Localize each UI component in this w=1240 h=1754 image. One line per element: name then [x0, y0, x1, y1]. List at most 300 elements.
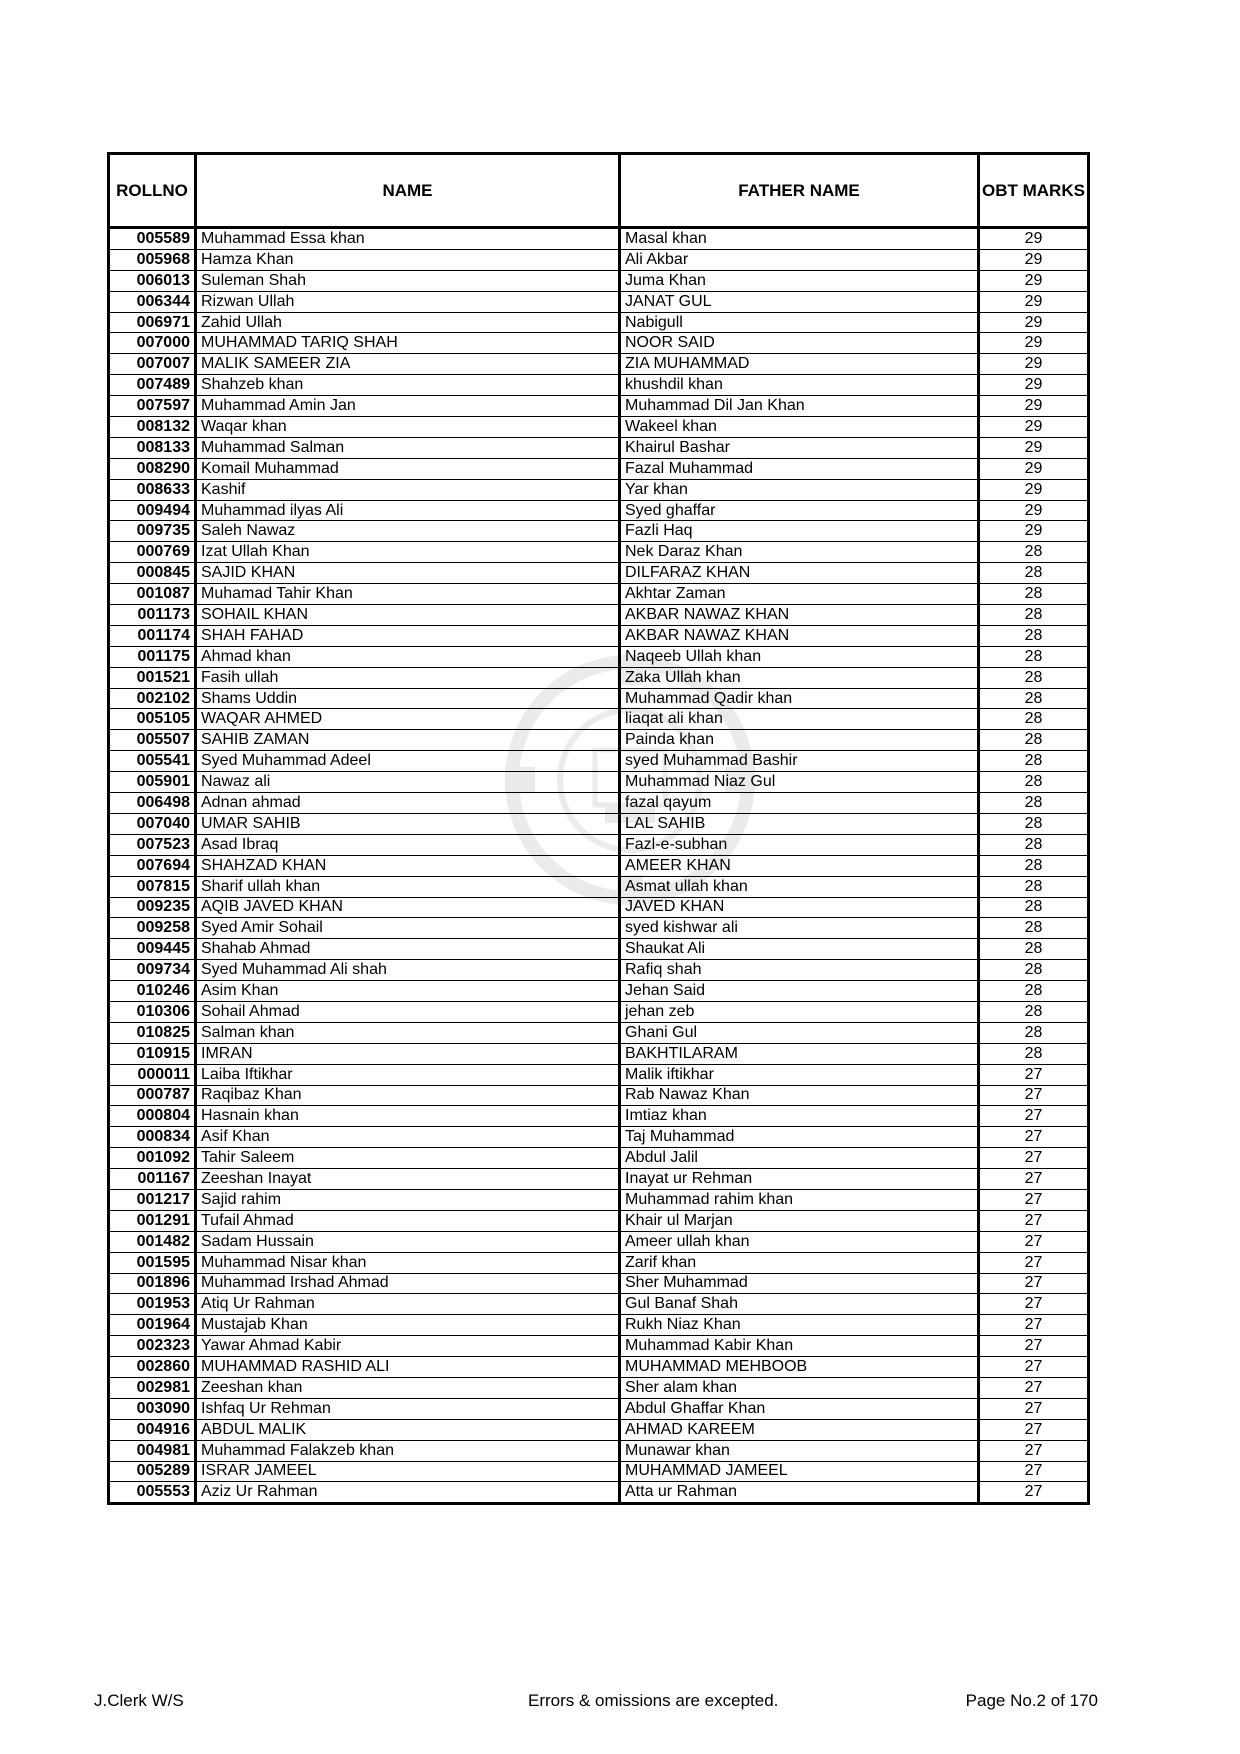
table-row [109, 437, 1089, 458]
cell-father-name: Muhammad Niaz Gul [620, 772, 979, 793]
cell-obt-marks: 28 [979, 897, 1089, 918]
cell-name: Kashif [196, 479, 620, 500]
cell-father-name: AHMAD KAREEM [620, 1419, 979, 1440]
cell-rollno: 007489 [109, 375, 196, 396]
cell-name: Shams Uddin [196, 688, 620, 709]
cell-father-name: NOOR SAID [620, 333, 979, 354]
cell-name: Yawar Ahmad Kabir [196, 1336, 620, 1357]
cell-name: Aziz Ur Rahman [196, 1482, 620, 1504]
cell-name: SAHIB ZAMAN [196, 730, 620, 751]
cell-rollno: 001174 [109, 625, 196, 646]
cell-name: Asif Khan [196, 1127, 620, 1148]
cell-obt-marks: 27 [979, 1482, 1089, 1504]
cell-name: Raqibaz Khan [196, 1085, 620, 1106]
cell-name: Muhammad Amin Jan [196, 396, 620, 417]
cell-obt-marks: 29 [979, 312, 1089, 333]
cell-obt-marks: 28 [979, 751, 1089, 772]
cell-father-name: Zarif khan [620, 1252, 979, 1273]
cell-obt-marks: 28 [979, 876, 1089, 897]
cell-obt-marks: 28 [979, 584, 1089, 605]
table-row [109, 1043, 1089, 1064]
cell-name: Saleh Nawaz [196, 521, 620, 542]
cell-father-name: fazal qayum [620, 793, 979, 814]
cell-father-name: DILFARAZ KHAN [620, 563, 979, 584]
table-row [109, 500, 1089, 521]
cell-father-name: Shaukat Ali [620, 939, 979, 960]
cell-name: Muhammad Essa khan [196, 228, 620, 250]
cell-obt-marks: 28 [979, 981, 1089, 1002]
cell-father-name: Naqeeb Ullah khan [620, 646, 979, 667]
cell-obt-marks: 29 [979, 437, 1089, 458]
table-row [109, 876, 1089, 897]
cell-rollno: 007597 [109, 396, 196, 417]
cell-rollno: 007007 [109, 354, 196, 375]
cell-father-name: Muhammad Kabir Khan [620, 1336, 979, 1357]
cell-father-name: Painda khan [620, 730, 979, 751]
cell-father-name: syed Muhammad Bashir [620, 751, 979, 772]
cell-rollno: 001291 [109, 1210, 196, 1231]
cell-obt-marks: 27 [979, 1273, 1089, 1294]
cell-father-name: Muhammad Qadir khan [620, 688, 979, 709]
cell-father-name: Wakeel khan [620, 417, 979, 438]
table-row [109, 1231, 1089, 1252]
cell-obt-marks: 28 [979, 1001, 1089, 1022]
cell-rollno: 007815 [109, 876, 196, 897]
cell-name: Zeeshan khan [196, 1377, 620, 1398]
cell-name: ISRAR JAMEEL [196, 1461, 620, 1482]
table-row [109, 751, 1089, 772]
table-row [109, 1273, 1089, 1294]
results-table [107, 152, 1090, 1505]
cell-obt-marks: 27 [979, 1294, 1089, 1315]
cell-name: SHAH FAHAD [196, 625, 620, 646]
table-row [109, 1001, 1089, 1022]
cell-obt-marks: 28 [979, 1022, 1089, 1043]
cell-father-name: Khairul Bashar [620, 437, 979, 458]
table-row [109, 312, 1089, 333]
table-row [109, 1440, 1089, 1461]
cell-name: Adnan ahmad [196, 793, 620, 814]
cell-father-name: Asmat ullah khan [620, 876, 979, 897]
cell-father-name: Rab Nawaz Khan [620, 1085, 979, 1106]
cell-rollno: 007694 [109, 855, 196, 876]
cell-rollno: 004916 [109, 1419, 196, 1440]
table-row [109, 793, 1089, 814]
cell-father-name: Rafiq shah [620, 960, 979, 981]
cell-rollno: 001173 [109, 605, 196, 626]
cell-name: MALIK SAMEER ZIA [196, 354, 620, 375]
cell-name: Komail Muhammad [196, 458, 620, 479]
cell-father-name: LAL SAHIB [620, 813, 979, 834]
cell-rollno: 001482 [109, 1231, 196, 1252]
table-row [109, 291, 1089, 312]
cell-obt-marks: 27 [979, 1127, 1089, 1148]
table-row [109, 354, 1089, 375]
cell-obt-marks: 27 [979, 1169, 1089, 1190]
cell-obt-marks: 29 [979, 521, 1089, 542]
cell-name: Ahmad khan [196, 646, 620, 667]
cell-name: Atiq Ur Rahman [196, 1294, 620, 1315]
cell-rollno: 001087 [109, 584, 196, 605]
cell-name: Sharif ullah khan [196, 876, 620, 897]
table-row [109, 1377, 1089, 1398]
table-row [109, 1482, 1089, 1504]
cell-name: Sajid rahim [196, 1189, 620, 1210]
cell-father-name: jehan zeb [620, 1001, 979, 1022]
cell-obt-marks: 28 [979, 793, 1089, 814]
cell-obt-marks: 29 [979, 291, 1089, 312]
cell-father-name: Juma Khan [620, 270, 979, 291]
cell-obt-marks: 27 [979, 1461, 1089, 1482]
cell-name: Ishfaq Ur Rehman [196, 1398, 620, 1419]
cell-obt-marks: 27 [979, 1231, 1089, 1252]
cell-name: SHAHZAD KHAN [196, 855, 620, 876]
table-row [109, 646, 1089, 667]
cell-rollno: 005553 [109, 1482, 196, 1504]
table-row [109, 1189, 1089, 1210]
cell-obt-marks: 28 [979, 625, 1089, 646]
table-row [109, 981, 1089, 1002]
cell-name: ABDUL MALIK [196, 1419, 620, 1440]
cell-rollno: 004981 [109, 1440, 196, 1461]
cell-name: Hamza Khan [196, 249, 620, 270]
cell-obt-marks: 29 [979, 458, 1089, 479]
cell-rollno: 001092 [109, 1148, 196, 1169]
cell-father-name: Fazal Muhammad [620, 458, 979, 479]
table-row [109, 772, 1089, 793]
cell-name: Shahzeb khan [196, 375, 620, 396]
cell-name: Tahir Saleem [196, 1148, 620, 1169]
cell-obt-marks: 27 [979, 1210, 1089, 1231]
cell-name: Salman khan [196, 1022, 620, 1043]
cell-name: UMAR SAHIB [196, 813, 620, 834]
table-row [109, 1148, 1089, 1169]
table-row [109, 730, 1089, 751]
cell-name: MUHAMMAD TARIQ SHAH [196, 333, 620, 354]
cell-obt-marks: 27 [979, 1106, 1089, 1127]
cell-obt-marks: 28 [979, 646, 1089, 667]
cell-obt-marks: 29 [979, 333, 1089, 354]
cell-rollno: 008290 [109, 458, 196, 479]
cell-rollno: 000011 [109, 1064, 196, 1085]
cell-father-name: MUHAMMAD MEHBOOB [620, 1357, 979, 1378]
cell-obt-marks: 28 [979, 730, 1089, 751]
cell-rollno: 001595 [109, 1252, 196, 1273]
table-row [109, 939, 1089, 960]
cell-father-name: Atta ur Rahman [620, 1482, 979, 1504]
cell-obt-marks: 27 [979, 1440, 1089, 1461]
table-row [109, 1461, 1089, 1482]
table-row [109, 625, 1089, 646]
cell-name: Suleman Shah [196, 270, 620, 291]
cell-name: Syed Amir Sohail [196, 918, 620, 939]
table-row [109, 605, 1089, 626]
cell-father-name: khushdil khan [620, 375, 979, 396]
cell-obt-marks: 29 [979, 396, 1089, 417]
table-row [109, 521, 1089, 542]
cell-obt-marks: 29 [979, 270, 1089, 291]
cell-obt-marks: 27 [979, 1357, 1089, 1378]
cell-name: Laiba Iftikhar [196, 1064, 620, 1085]
cell-father-name: syed kishwar ali [620, 918, 979, 939]
cell-father-name: AKBAR NAWAZ KHAN [620, 625, 979, 646]
cell-rollno: 006344 [109, 291, 196, 312]
table-row [109, 918, 1089, 939]
table-row [109, 270, 1089, 291]
cell-name: IMRAN [196, 1043, 620, 1064]
table-row [109, 417, 1089, 438]
cell-obt-marks: 27 [979, 1085, 1089, 1106]
table-row [109, 333, 1089, 354]
table-row [109, 1022, 1089, 1043]
cell-obt-marks: 27 [979, 1189, 1089, 1210]
table-row [109, 834, 1089, 855]
cell-obt-marks: 28 [979, 563, 1089, 584]
table-row [109, 1064, 1089, 1085]
cell-obt-marks: 28 [979, 688, 1089, 709]
cell-rollno: 001896 [109, 1273, 196, 1294]
cell-obt-marks: 29 [979, 375, 1089, 396]
cell-rollno: 009735 [109, 521, 196, 542]
cell-obt-marks: 28 [979, 605, 1089, 626]
cell-father-name: liaqat ali khan [620, 709, 979, 730]
cell-rollno: 005507 [109, 730, 196, 751]
cell-name: Tufail Ahmad [196, 1210, 620, 1231]
table-row [109, 960, 1089, 981]
cell-father-name: Malik iftikhar [620, 1064, 979, 1085]
header-name: NAME [196, 154, 620, 228]
cell-father-name: Abdul Ghaffar Khan [620, 1398, 979, 1419]
cell-father-name: Nabigull [620, 312, 979, 333]
cell-rollno: 010825 [109, 1022, 196, 1043]
cell-rollno: 009734 [109, 960, 196, 981]
cell-name: Sohail Ahmad [196, 1001, 620, 1022]
cell-name: SAJID KHAN [196, 563, 620, 584]
cell-rollno: 002102 [109, 688, 196, 709]
cell-rollno: 005105 [109, 709, 196, 730]
cell-father-name: JAVED KHAN [620, 897, 979, 918]
cell-father-name: Muhammad Dil Jan Khan [620, 396, 979, 417]
cell-obt-marks: 28 [979, 1043, 1089, 1064]
cell-father-name: JANAT GUL [620, 291, 979, 312]
cell-obt-marks: 27 [979, 1336, 1089, 1357]
cell-obt-marks: 27 [979, 1419, 1089, 1440]
cell-father-name: Munawar khan [620, 1440, 979, 1461]
table-row [109, 667, 1089, 688]
cell-rollno: 010915 [109, 1043, 196, 1064]
table-row [109, 1419, 1089, 1440]
cell-obt-marks: 28 [979, 667, 1089, 688]
cell-father-name: Abdul Jalil [620, 1148, 979, 1169]
cell-name: SOHAIL KHAN [196, 605, 620, 626]
cell-father-name: Inayat ur Rehman [620, 1169, 979, 1190]
cell-father-name: Masal khan [620, 228, 979, 250]
cell-obt-marks: 28 [979, 813, 1089, 834]
cell-father-name: Imtiaz khan [620, 1106, 979, 1127]
table-row [109, 458, 1089, 479]
table-row [109, 709, 1089, 730]
cell-obt-marks: 29 [979, 354, 1089, 375]
cell-rollno: 010246 [109, 981, 196, 1002]
table-row [109, 1252, 1089, 1273]
cell-father-name: Rukh Niaz Khan [620, 1315, 979, 1336]
cell-name: Fasih ullah [196, 667, 620, 688]
cell-rollno: 005901 [109, 772, 196, 793]
cell-name: Waqar khan [196, 417, 620, 438]
cell-rollno: 005589 [109, 228, 196, 250]
cell-father-name: Taj Muhammad [620, 1127, 979, 1148]
cell-name: Muhammad Falakzeb khan [196, 1440, 620, 1461]
cell-father-name: Zaka Ullah khan [620, 667, 979, 688]
table-header-row [109, 154, 1089, 228]
cell-name: Hasnain khan [196, 1106, 620, 1127]
cell-father-name: Akhtar Zaman [620, 584, 979, 605]
cell-rollno: 000834 [109, 1127, 196, 1148]
cell-obt-marks: 29 [979, 228, 1089, 250]
footer-clerk: J.Clerk W/S [94, 1691, 184, 1710]
cell-rollno: 009235 [109, 897, 196, 918]
cell-name: Muhamad Tahir Khan [196, 584, 620, 605]
table-row [109, 1169, 1089, 1190]
table-row [109, 249, 1089, 270]
cell-father-name: AMEER KHAN [620, 855, 979, 876]
table-row [109, 1210, 1089, 1231]
cell-rollno: 005541 [109, 751, 196, 772]
cell-rollno: 001964 [109, 1315, 196, 1336]
cell-rollno: 003090 [109, 1398, 196, 1419]
cell-rollno: 008133 [109, 437, 196, 458]
cell-name: Nawaz ali [196, 772, 620, 793]
cell-father-name: Ghani Gul [620, 1022, 979, 1043]
cell-rollno: 007040 [109, 813, 196, 834]
cell-father-name: Ameer ullah khan [620, 1231, 979, 1252]
cell-rollno: 008132 [109, 417, 196, 438]
table-row [109, 563, 1089, 584]
cell-name: MUHAMMAD RASHID ALI [196, 1357, 620, 1378]
cell-obt-marks: 29 [979, 417, 1089, 438]
cell-obt-marks: 29 [979, 479, 1089, 500]
cell-obt-marks: 29 [979, 249, 1089, 270]
table-row [109, 542, 1089, 563]
cell-obt-marks: 28 [979, 855, 1089, 876]
cell-rollno: 001175 [109, 646, 196, 667]
header-obt-marks: OBT MARKS [979, 154, 1089, 228]
cell-father-name: Fazli Haq [620, 521, 979, 542]
cell-father-name: Yar khan [620, 479, 979, 500]
cell-name: AQIB JAVED KHAN [196, 897, 620, 918]
cell-father-name: BAKHTILARAM [620, 1043, 979, 1064]
cell-rollno: 010306 [109, 1001, 196, 1022]
cell-rollno: 000769 [109, 542, 196, 563]
cell-rollno: 007000 [109, 333, 196, 354]
table-row [109, 228, 1089, 250]
cell-father-name: Jehan Said [620, 981, 979, 1002]
cell-name: Syed Muhammad Ali shah [196, 960, 620, 981]
cell-name: Rizwan Ullah [196, 291, 620, 312]
cell-rollno: 009258 [109, 918, 196, 939]
footer-page-number: Page No.2 of 170 [965, 1691, 1098, 1710]
cell-rollno: 000845 [109, 563, 196, 584]
cell-obt-marks: 27 [979, 1315, 1089, 1336]
table-row [109, 479, 1089, 500]
cell-name: Izat Ullah Khan [196, 542, 620, 563]
table-row [109, 1398, 1089, 1419]
cell-name: Asad Ibraq [196, 834, 620, 855]
table-row [109, 1315, 1089, 1336]
cell-father-name: AKBAR NAWAZ KHAN [620, 605, 979, 626]
cell-name: Asim Khan [196, 981, 620, 1002]
table-row [109, 396, 1089, 417]
cell-obt-marks: 28 [979, 939, 1089, 960]
cell-rollno: 009445 [109, 939, 196, 960]
table-row [109, 897, 1089, 918]
cell-obt-marks: 27 [979, 1148, 1089, 1169]
cell-name: Muhammad Salman [196, 437, 620, 458]
table-row [109, 1357, 1089, 1378]
cell-rollno: 000787 [109, 1085, 196, 1106]
cell-father-name: Khair ul Marjan [620, 1210, 979, 1231]
cell-obt-marks: 28 [979, 918, 1089, 939]
table-row [109, 688, 1089, 709]
cell-rollno: 006498 [109, 793, 196, 814]
cell-rollno: 005289 [109, 1461, 196, 1482]
table-row [109, 855, 1089, 876]
cell-rollno: 002860 [109, 1357, 196, 1378]
cell-rollno: 006971 [109, 312, 196, 333]
cell-rollno: 000804 [109, 1106, 196, 1127]
cell-name: Zahid Ullah [196, 312, 620, 333]
table-row [109, 375, 1089, 396]
cell-rollno: 009494 [109, 500, 196, 521]
cell-father-name: Syed ghaffar [620, 500, 979, 521]
cell-father-name: Fazl-e-subhan [620, 834, 979, 855]
cell-name: Muhammad ilyas Ali [196, 500, 620, 521]
table-row [109, 584, 1089, 605]
cell-obt-marks: 27 [979, 1398, 1089, 1419]
cell-obt-marks: 27 [979, 1252, 1089, 1273]
cell-rollno: 001217 [109, 1189, 196, 1210]
cell-obt-marks: 27 [979, 1377, 1089, 1398]
cell-name: Shahab Ahmad [196, 939, 620, 960]
cell-name: Muhammad Nisar khan [196, 1252, 620, 1273]
cell-father-name: ZIA MUHAMMAD [620, 354, 979, 375]
cell-obt-marks: 28 [979, 709, 1089, 730]
footer-disclaimer: Errors & omissions are excepted. [528, 1691, 779, 1710]
cell-father-name: Gul Banaf Shah [620, 1294, 979, 1315]
header-rollno: ROLLNO [109, 154, 196, 228]
cell-name: Mustajab Khan [196, 1315, 620, 1336]
cell-rollno: 002981 [109, 1377, 196, 1398]
cell-rollno: 001167 [109, 1169, 196, 1190]
cell-father-name: Muhammad rahim khan [620, 1189, 979, 1210]
cell-rollno: 006013 [109, 270, 196, 291]
cell-obt-marks: 27 [979, 1064, 1089, 1085]
cell-name: Muhammad Irshad Ahmad [196, 1273, 620, 1294]
cell-father-name: Sher Muhammad [620, 1273, 979, 1294]
cell-name: WAQAR AHMED [196, 709, 620, 730]
table-row [109, 1085, 1089, 1106]
cell-rollno: 001953 [109, 1294, 196, 1315]
table-row [109, 1106, 1089, 1127]
cell-obt-marks: 28 [979, 834, 1089, 855]
cell-rollno: 007523 [109, 834, 196, 855]
cell-name: Zeeshan Inayat [196, 1169, 620, 1190]
cell-obt-marks: 28 [979, 960, 1089, 981]
cell-father-name: MUHAMMAD JAMEEL [620, 1461, 979, 1482]
table-row [109, 1127, 1089, 1148]
cell-obt-marks: 29 [979, 500, 1089, 521]
cell-rollno: 001521 [109, 667, 196, 688]
